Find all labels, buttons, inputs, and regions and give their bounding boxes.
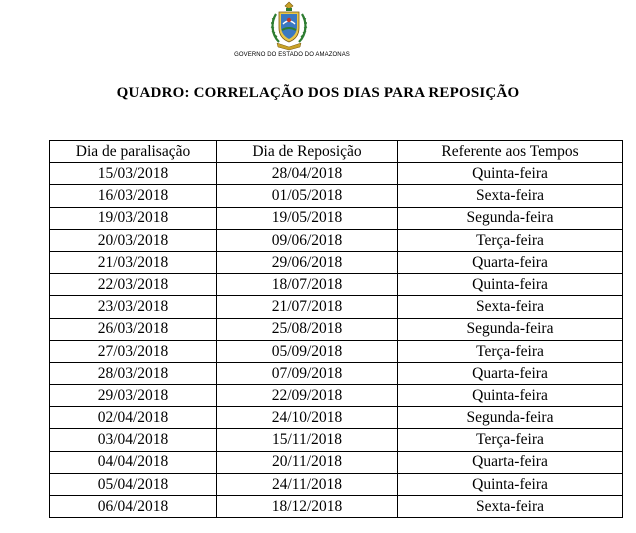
- stoppage-day-cell: 15/03/2018: [50, 163, 217, 185]
- column-header-referent-times: Referente aos Tempos: [398, 141, 623, 163]
- stoppage-day-cell: 23/03/2018: [50, 296, 217, 318]
- referent-weekday-cell: Segunda-feira: [398, 207, 623, 229]
- table-row: [50, 296, 623, 318]
- replacement-day-cell: 18/12/2018: [217, 496, 398, 518]
- referent-weekday-cell: Quinta-feira: [398, 274, 623, 296]
- stoppage-day-cell: 16/03/2018: [50, 185, 217, 207]
- document-title: QUADRO: CORRELAÇÃO DOS DIAS PARA REPOSIÇÃO: [116, 85, 520, 101]
- referent-weekday-cell: Sexta-feira: [398, 296, 623, 318]
- replacement-day-cell: 28/04/2018: [217, 163, 398, 185]
- replacement-day-cell: 07/09/2018: [217, 362, 398, 384]
- stoppage-day-cell: 19/03/2018: [50, 207, 217, 229]
- stoppage-day-cell: 28/03/2018: [50, 362, 217, 384]
- referent-weekday-cell: Quarta-feira: [398, 362, 623, 384]
- stoppage-day-cell: 03/04/2018: [50, 429, 217, 451]
- table-header-row: [50, 141, 623, 163]
- table-row: [50, 340, 623, 362]
- referent-weekday-cell: Sexta-feira: [398, 185, 623, 207]
- table-row: [50, 207, 623, 229]
- referent-weekday-cell: Quinta-feira: [398, 473, 623, 495]
- referent-weekday-cell: Quarta-feira: [398, 251, 623, 273]
- replacement-day-cell: 09/06/2018: [217, 229, 398, 251]
- stoppage-day-cell: 26/03/2018: [50, 318, 217, 340]
- referent-weekday-cell: Terça-feira: [398, 229, 623, 251]
- replacement-day-cell: 29/06/2018: [217, 251, 398, 273]
- replacement-day-cell: 20/11/2018: [217, 451, 398, 473]
- column-header-stoppage-day: Dia de paralisação: [50, 141, 217, 163]
- stoppage-day-cell: 29/03/2018: [50, 385, 217, 407]
- replacement-day-cell: 05/09/2018: [217, 340, 398, 362]
- stoppage-day-cell: 05/04/2018: [50, 473, 217, 495]
- stoppage-day-cell: 20/03/2018: [50, 229, 217, 251]
- table-row: [50, 407, 623, 429]
- table-row: [50, 496, 623, 518]
- referent-weekday-cell: Quinta-feira: [398, 385, 623, 407]
- table-row: [50, 229, 623, 251]
- table-row: [50, 362, 623, 384]
- table-row: [50, 429, 623, 451]
- replacement-day-cell: 15/11/2018: [217, 429, 398, 451]
- table-row: [50, 473, 623, 495]
- replacement-day-cell: 24/11/2018: [217, 473, 398, 495]
- state-coat-of-arms-icon: [267, 0, 311, 52]
- table-row: [50, 385, 623, 407]
- table-row: [50, 451, 623, 473]
- referent-weekday-cell: Quarta-feira: [398, 451, 623, 473]
- replacement-day-cell: 19/05/2018: [217, 207, 398, 229]
- replacement-day-cell: 18/07/2018: [217, 274, 398, 296]
- replacement-day-cell: 22/09/2018: [217, 385, 398, 407]
- table-row: [50, 274, 623, 296]
- replacement-day-cell: 24/10/2018: [217, 407, 398, 429]
- stoppage-day-cell: 21/03/2018: [50, 251, 217, 273]
- table-row: [50, 185, 623, 207]
- replacement-day-cell: 01/05/2018: [217, 185, 398, 207]
- government-name: GOVERNO DO ESTADO DO AMAZONAS: [234, 52, 350, 58]
- stoppage-day-cell: 22/03/2018: [50, 274, 217, 296]
- replacement-days-table: [49, 140, 623, 518]
- table-body: [50, 163, 623, 518]
- referent-weekday-cell: Sexta-feira: [398, 496, 623, 518]
- referent-weekday-cell: Segunda-feira: [398, 407, 623, 429]
- stoppage-day-cell: 06/04/2018: [50, 496, 217, 518]
- replacement-day-cell: 21/07/2018: [217, 296, 398, 318]
- table-row: [50, 318, 623, 340]
- referent-weekday-cell: Terça-feira: [398, 429, 623, 451]
- stoppage-day-cell: 02/04/2018: [50, 407, 217, 429]
- stoppage-day-cell: 04/04/2018: [50, 451, 217, 473]
- referent-weekday-cell: Segunda-feira: [398, 318, 623, 340]
- table-row: [50, 163, 623, 185]
- column-header-replacement-day: Dia de Reposição: [217, 141, 398, 163]
- referent-weekday-cell: Terça-feira: [398, 340, 623, 362]
- replacement-day-cell: 25/08/2018: [217, 318, 398, 340]
- stoppage-day-cell: 27/03/2018: [50, 340, 217, 362]
- referent-weekday-cell: Quinta-feira: [398, 163, 623, 185]
- table-row: [50, 251, 623, 273]
